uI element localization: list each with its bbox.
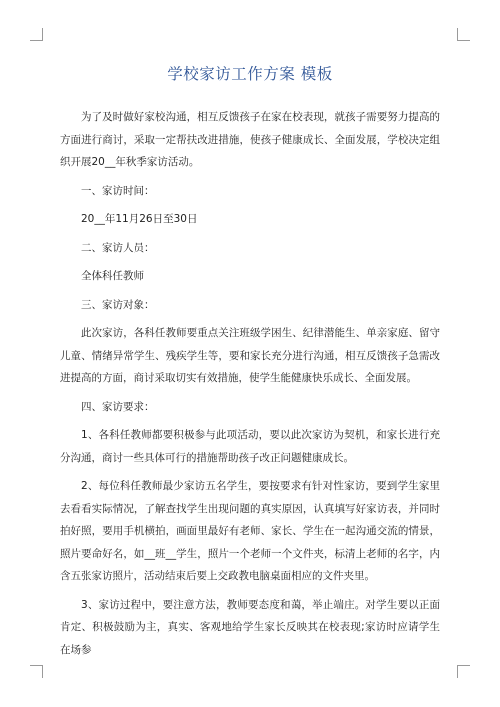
crop-mark-top-left [30, 28, 43, 41]
crop-mark-bottom-right [457, 665, 470, 678]
section-heading-staff: 二、家访人员： [81, 241, 155, 254]
document-body [60, 106, 440, 667]
requirement-item-2: 2、每位科任教师最少家访五名学生，要按要求有针对性家访，要到学生家里去看看实际情况，了解查找学生出现问题的真实原因，认真填写好家访表，并同时拍好照，要用手机横拍，画面里最好有老师、家长、学生在一起沟通交流的情景，照片要命好名，如__班__学生，照片一个老师一个文件夹，标清上老师的名字，内含五张家访照片，活动结束后要上交政教电脑桌面相应的文件夹里。 [60, 480, 440, 582]
document-title: 学校家访工作方案 模板 [167, 65, 333, 83]
section-heading-time: 一、家访时间： [81, 184, 155, 197]
visit-targets-paragraph: 此次家访，各科任教师要重点关注班级学困生、纪律潜能生、单亲家庭、留守儿童、情绪异常学生、残疾学生等，要和家长充分进行沟通，相互反馈孩子急需改进提高的方面，商讨采取切实有效措施，使学生能健康快乐成长、全面发展。 [60, 327, 440, 384]
crop-mark-bottom-left [30, 665, 43, 678]
section-heading-targets: 三、家访对象： [81, 298, 155, 311]
crop-mark-top-right [457, 28, 470, 41]
requirement-item-1: 1、各科任教师都要积极参与此项活动，要以此次家访为契机，和家长进行充分沟通，商讨一些具体可行的措施帮助孩子改正问题健康成长。 [60, 429, 440, 464]
intro-paragraph: 为了及时做好家校沟通，相互反馈孩子在家在校表现，就孩子需要努力提高的方面进行商讨，采取一定帮扶改进措施，使孩子健康成长、全面发展，学校决定组织开展20__年秋季家访活动。 [60, 111, 440, 168]
visit-time-text: 20__年11月26日至30日 [81, 213, 198, 225]
requirement-item-3: 3、家访过程中，要注意方法，教师要态度和蔼，举止端庄。对学生要以正面肯定、积极鼓励为主，真实、客观地给学生家长反映其在校表现;家访时应请学生在场参 [60, 598, 440, 656]
section-heading-requirements: 四、家访要求： [81, 400, 155, 413]
visit-staff-text: 全体科任教师 [81, 270, 144, 282]
